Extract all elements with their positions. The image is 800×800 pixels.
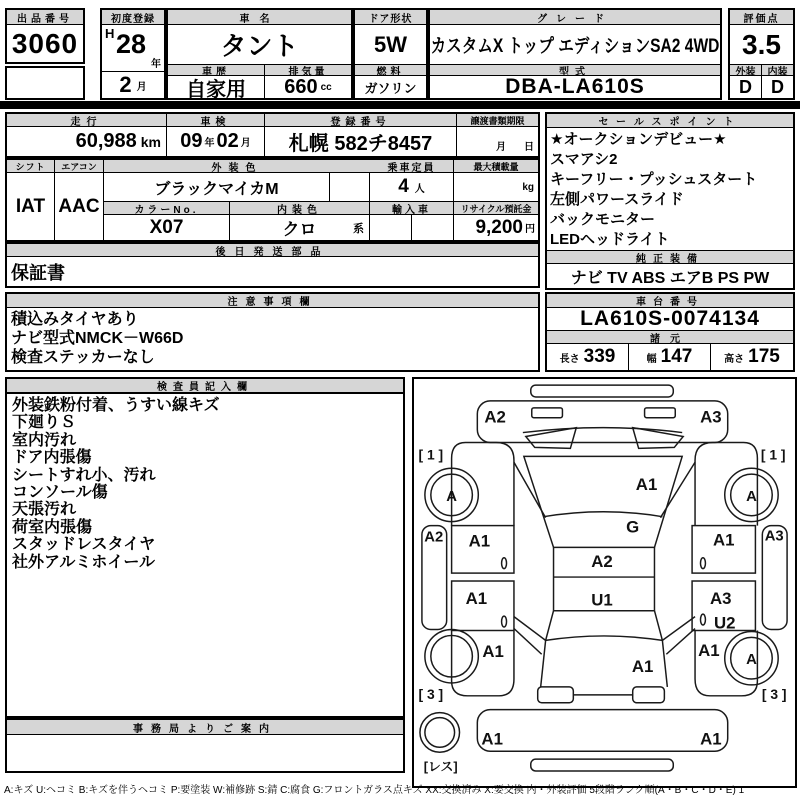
grade-box bbox=[428, 8, 722, 100]
auction-no-box bbox=[5, 8, 85, 64]
chassis-no-value: LA610S-0074134 bbox=[547, 308, 793, 331]
pillar-seam-r1 bbox=[662, 617, 695, 641]
car-name-box bbox=[166, 8, 353, 100]
first-reg-month: 2 bbox=[119, 72, 132, 97]
first-reg-year-unit: 年 bbox=[151, 59, 161, 70]
mark-roof-rear: U1 bbox=[591, 590, 613, 610]
legend: A:キズ U:ヘコミ B:キズを伴うヘコミ P:要塗装 W:補修跡 S:錆 C:腐食 G:フロントガラス点キズ XX:交換済み X:要交換 内・外装評価 5段階ランク順(A・B・C・D・E) 1 bbox=[4, 785, 745, 796]
import-car-cell-2 bbox=[412, 215, 454, 240]
mark-door-rear-right: A3 bbox=[710, 588, 732, 608]
office-box bbox=[5, 718, 405, 773]
inspector-line: コンソール傷 bbox=[12, 484, 108, 502]
mark-sill-right: A3 bbox=[764, 528, 784, 545]
door-shape-box bbox=[353, 8, 428, 100]
first-registration-label: 初度登録 bbox=[102, 10, 164, 25]
inspector-line: 室内汚れ bbox=[12, 431, 77, 449]
mark-door-rear-right-2: U2 bbox=[713, 613, 736, 633]
sales-point-line: バックモニター bbox=[550, 211, 656, 228]
mileage-value: 60,988 bbox=[75, 130, 137, 152]
registration-no-value: 札幌 582チ8457 bbox=[265, 127, 457, 156]
fuel-label: 燃料 bbox=[355, 64, 426, 76]
separator-bar bbox=[0, 101, 800, 109]
interior-grade-value: D bbox=[771, 76, 784, 97]
capacity-unit: 人 bbox=[414, 183, 425, 195]
exterior-grade-value: D bbox=[730, 76, 762, 98]
length-label: 長さ bbox=[559, 353, 580, 365]
tailgate-right bbox=[662, 640, 667, 687]
score-value: 3.5 bbox=[742, 28, 781, 60]
tire-tread-front-left: [ 1 ] bbox=[418, 446, 444, 463]
office-label: 事務局よりご案内 bbox=[7, 720, 403, 735]
rear-bumper bbox=[477, 710, 727, 752]
interior-color-label: 内装色 bbox=[230, 202, 370, 215]
mark-door-front-right: A1 bbox=[712, 530, 735, 550]
mark-sill-left: A2 bbox=[424, 529, 444, 546]
first-reg-era: H bbox=[105, 26, 115, 41]
capacity-label: 乗車定員 bbox=[370, 160, 454, 173]
exterior-color-sub-cell bbox=[330, 173, 370, 202]
aircon-label: エアコン bbox=[55, 160, 104, 173]
chassis-no-label: 車台番号 bbox=[547, 294, 793, 308]
bumper-slot-right bbox=[645, 408, 676, 418]
windshield-base-arc bbox=[544, 512, 663, 517]
inspection-month: 02 bbox=[216, 130, 239, 152]
front-bumper bbox=[477, 401, 727, 443]
grade-label: グレード bbox=[430, 10, 720, 25]
later-parts-label: 後日発送部品 bbox=[7, 244, 538, 257]
front-plate bbox=[531, 385, 674, 397]
interior-grade-label: 内装 bbox=[762, 64, 793, 76]
interior-color-suffix: 系 bbox=[353, 223, 364, 235]
tire-tread-front-right: [ 1 ] bbox=[760, 446, 786, 463]
history-value: 自家用 bbox=[168, 76, 265, 98]
pillar-seam-l2 bbox=[514, 629, 542, 655]
rear-glass-right bbox=[654, 611, 662, 641]
mark-wheel-front-right: A bbox=[746, 488, 757, 505]
fuel-value: ガソリン bbox=[364, 80, 417, 96]
mark-front-bumper-left: A2 bbox=[484, 407, 506, 427]
inspector-line: 荷室内張傷 bbox=[12, 518, 93, 536]
first-reg-year: 28 bbox=[116, 29, 147, 59]
mark-wheel-front-left: A bbox=[446, 488, 457, 505]
inspector-line: 下廻りＳ bbox=[12, 414, 77, 432]
hood-windshield bbox=[524, 456, 682, 547]
inspector-line: 外装鉄粉付着、うすい線キズ bbox=[12, 397, 220, 414]
mark-door-front-left: A1 bbox=[468, 531, 491, 551]
length-value: 339 bbox=[583, 346, 616, 367]
front-fender-right bbox=[695, 442, 757, 525]
notes-line: 積込みタイヤあり bbox=[11, 311, 139, 328]
rear-glass-bottom-arc bbox=[546, 636, 663, 640]
recycle-unit: 円 bbox=[525, 224, 535, 235]
later-parts-box bbox=[5, 242, 540, 288]
mark-fender-rear-left: A1 bbox=[482, 642, 504, 662]
recycle-label: リサイクル預託金 bbox=[454, 202, 538, 215]
inspection-month-unit: 月 bbox=[240, 138, 251, 149]
car-name-label: 車名 bbox=[168, 10, 351, 25]
spare-tire-inner bbox=[425, 718, 455, 748]
inspector-line: 天張汚れ bbox=[12, 501, 77, 519]
auction-no-empty-box bbox=[5, 66, 85, 100]
oem-equipment-label: 純正装備 bbox=[547, 250, 793, 264]
transfer-deadline-label: 譲渡書類期限 bbox=[457, 114, 538, 127]
first-reg-month-unit: 月 bbox=[136, 81, 147, 93]
notes-label: 注意事項欄 bbox=[7, 294, 538, 308]
door-handle-rr bbox=[700, 614, 705, 625]
max-load-label: 最大積載量 bbox=[454, 160, 538, 173]
door-shape-value: 5W bbox=[374, 31, 407, 57]
mark-tailgate: A1 bbox=[631, 657, 654, 677]
history-label: 車歴 bbox=[168, 64, 265, 76]
inspection-label: 車検 bbox=[167, 114, 265, 127]
bumper-slot-left bbox=[532, 408, 563, 418]
sales-points-box bbox=[545, 112, 795, 290]
inspector-line: 社外アルミホイール bbox=[12, 553, 156, 571]
chassis-no-box bbox=[545, 292, 795, 372]
width-label: 幅 bbox=[646, 353, 657, 365]
mileage-row-box bbox=[5, 112, 540, 158]
inspector-line: シートすれ小、汚れ bbox=[12, 466, 156, 484]
sales-points-label: セールスポイント bbox=[547, 114, 793, 128]
displacement-label: 排気量 bbox=[265, 64, 351, 76]
sales-point-line: キーフリー・プッシュスタート bbox=[550, 171, 758, 188]
mark-hood: A1 bbox=[635, 474, 658, 494]
inspector-box bbox=[5, 377, 405, 718]
max-load-unit: kg bbox=[454, 173, 538, 202]
color-row-box bbox=[5, 158, 540, 242]
score-label: 評価点 bbox=[730, 10, 793, 25]
capacity-value: 4 bbox=[398, 176, 409, 197]
tire-tread-rear-left: [ 3 ] bbox=[418, 685, 444, 702]
auction-no-value: 3060 bbox=[11, 27, 79, 59]
interior-color-value: クロ bbox=[282, 220, 317, 239]
shift-value: IAT bbox=[7, 173, 55, 240]
notes-line: 検査ステッカーなし bbox=[11, 349, 155, 366]
mark-rear-bumper-left: A1 bbox=[481, 729, 503, 749]
mileage-unit: km bbox=[140, 133, 161, 150]
notes-box bbox=[5, 292, 540, 372]
door-handle-rl bbox=[502, 616, 507, 627]
shift-label: シフト bbox=[7, 160, 55, 173]
mark-roof-front: A2 bbox=[591, 552, 613, 572]
wiper-right bbox=[633, 428, 683, 449]
rear-plate bbox=[531, 759, 674, 771]
damage-diagram-box bbox=[412, 377, 797, 788]
transfer-month-label: 月 bbox=[496, 142, 506, 153]
sales-point-line: スマアシ2 bbox=[550, 151, 618, 168]
mark-spare: [レス] bbox=[423, 759, 458, 775]
car-name-value: タント bbox=[220, 31, 299, 61]
exterior-grade-label: 外装 bbox=[730, 64, 762, 76]
mark-rear-bumper-right: A1 bbox=[700, 729, 722, 749]
height-label: 高さ bbox=[724, 353, 745, 365]
sales-point-line: ★オークションデビュー★ bbox=[550, 131, 727, 148]
grade-value: カスタムX トップ エディションSA2 4WD bbox=[430, 36, 720, 57]
mark-glass: G bbox=[626, 517, 640, 537]
inspector-label: 検査員記入欄 bbox=[7, 379, 403, 394]
width-value: 147 bbox=[660, 346, 693, 367]
displacement-value: 660 bbox=[284, 75, 318, 98]
door-shape-label: ドア形状 bbox=[355, 10, 426, 25]
taillight-right bbox=[633, 687, 665, 703]
sales-point-line: 左側パワースライド bbox=[550, 191, 684, 208]
tailgate-left bbox=[541, 640, 546, 687]
height-value: 175 bbox=[748, 346, 780, 367]
oem-equipment-value: ナビ TV ABS エアB PS PW bbox=[570, 269, 770, 287]
tire-tread-rear-right: [ 3 ] bbox=[761, 685, 787, 702]
spare-tire-outer bbox=[420, 713, 460, 753]
inspector-line: ドア内張傷 bbox=[12, 449, 92, 467]
registration-no-label: 登録番号 bbox=[265, 114, 457, 127]
aircon-value: AAC bbox=[55, 173, 104, 240]
rear-fender-left bbox=[452, 630, 514, 695]
transfer-day-label: 日 bbox=[524, 142, 534, 153]
mark-door-rear-left: A1 bbox=[465, 588, 488, 608]
door-handle-fr bbox=[700, 558, 705, 569]
later-parts-value: 保証書 bbox=[11, 262, 65, 283]
import-car-label: 輸入車 bbox=[370, 202, 454, 215]
color-no-label: カラーNo. bbox=[104, 202, 230, 215]
auction-no-label: 出品番号 bbox=[7, 10, 83, 25]
mark-wheel-rear-right: A bbox=[746, 652, 757, 669]
exterior-color-label: 外装色 bbox=[104, 160, 370, 173]
inspection-year: 09 bbox=[180, 130, 203, 152]
import-car-cell-1 bbox=[370, 215, 412, 240]
model-code-label: 型式 bbox=[430, 64, 720, 76]
mark-fender-rear-right: A1 bbox=[698, 641, 720, 661]
fender-seam-left bbox=[514, 462, 546, 517]
door-handle-fl bbox=[502, 558, 507, 569]
inspector-line: スタッドレスタイヤ bbox=[12, 536, 156, 554]
exterior-color-value: ブラックマイカM bbox=[104, 173, 330, 202]
score-box bbox=[728, 8, 795, 100]
displacement-unit: cc bbox=[320, 81, 332, 93]
taillight-left bbox=[538, 687, 574, 703]
rear-glass-left bbox=[546, 611, 554, 641]
notes-line: ナビ型式NMCK－W66D bbox=[11, 330, 184, 347]
mark-front-bumper-right: A3 bbox=[700, 407, 722, 427]
mileage-label: 走行 bbox=[7, 114, 167, 127]
car-damage-diagram bbox=[414, 379, 795, 786]
pillar-seam-r2 bbox=[666, 629, 695, 655]
inspection-year-unit: 年 bbox=[204, 138, 215, 149]
recycle-value: 9,200 bbox=[475, 216, 523, 238]
model-code-value: DBA-LA610S bbox=[505, 75, 645, 98]
pillar-seam-l1 bbox=[514, 617, 546, 641]
sales-point-line: LEDヘッドライト bbox=[550, 231, 670, 248]
spec-label: 諸元 bbox=[547, 331, 793, 344]
color-no-value: X07 bbox=[104, 215, 230, 240]
first-registration-box bbox=[100, 8, 166, 100]
